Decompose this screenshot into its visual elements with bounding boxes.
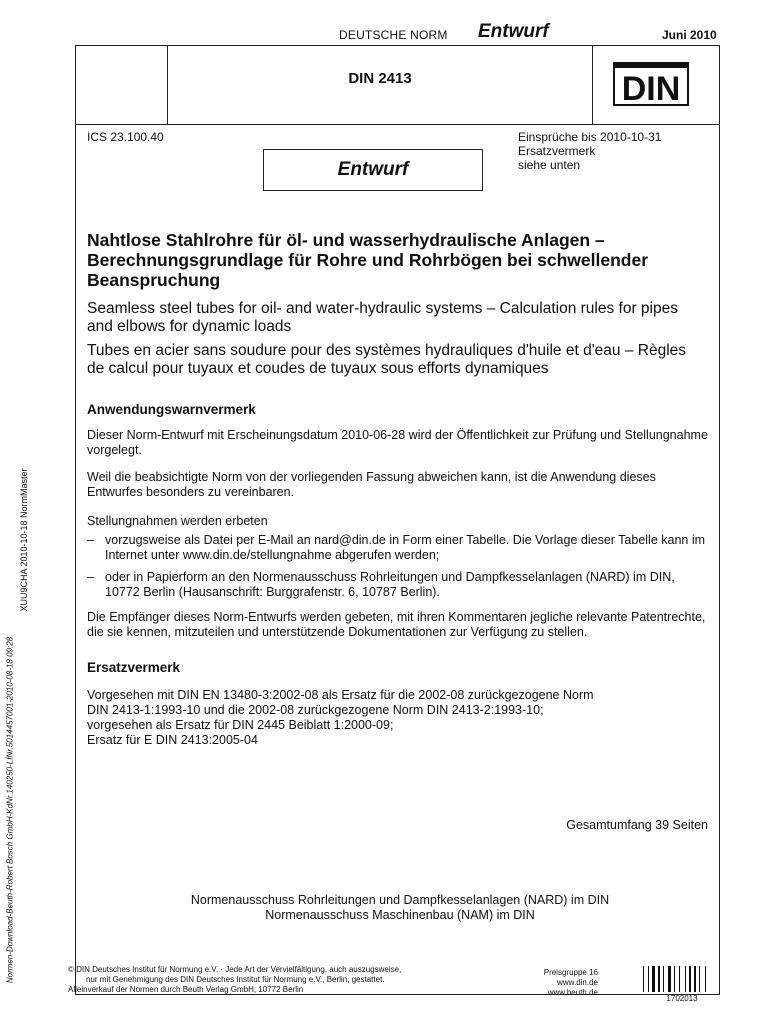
- total-pages: Gesamtumfang 39 Seiten: [566, 818, 708, 832]
- header-entwurf: Entwurf: [478, 21, 549, 42]
- copyright-line: © DIN Deutsches Institut für Normung e.V. · Jede Art der Vervielfältigung, auch auszugsweise,: [68, 965, 402, 974]
- price-group: Preisgruppe 16: [543, 968, 598, 977]
- warning-paragraph: Dieser Norm-Entwurf mit Erscheinungsdatum 2010-06-28 wird der Öffentlichkeit zur Prüfung und Stellungnahme vorgelegt.: [87, 428, 708, 457]
- warning-request-intro: Stellungnahmen werden erbeten: [87, 514, 268, 528]
- warning-patent-paragraph: Die Empfänger dieses Norm-Entwurfs werden gebeten, mit ihren Kommentaren jegliche relevante Patentrechte, die sie kennen, mitzuteilen und unterstützende Dokumentationen zur Verfügung zu stellen.: [87, 610, 706, 639]
- ersatz-line: DIN 2413-1:1993-10 und die 2002-08 zurückgezogene Norm DIN 2413-2:1993-10;: [87, 703, 544, 717]
- barcode-icon: [643, 966, 721, 992]
- ersatz-line: Ersatz für E DIN 2413:2005-04: [87, 733, 258, 747]
- list-item-text: vorzugsweise als Datei per E-Mail an nard@din.de in Form einer Tabelle. Die Vorlage dieser Tabelle kann im Internet unter www.din.de/stellungnahme abgerufen werden;: [105, 533, 706, 562]
- download-stamp: Normen-Download-Beuth-Robert Bosch GmbH-KdNr.140250-LfNr.5014457001-2010-08-18 09:28: [5, 636, 15, 984]
- committee-name: Normenausschuss Maschinenbau (NAM) im DIN: [265, 908, 535, 922]
- header-divider: [75, 124, 720, 125]
- committees: [80, 893, 720, 923]
- title-german: Nahtlose Stahlrohre für öl- und wasserhydraulische Anlagen – Berechnungsgrundlage für Rohre und Rohrbögen bei schwellender Beanspruchung: [87, 230, 649, 290]
- document-number: DIN 2413: [348, 70, 412, 87]
- header-right-divider: [592, 45, 593, 125]
- list-dash: –: [87, 533, 94, 547]
- entwurf-box: Entwurf: [263, 149, 483, 191]
- title-english: Seamless steel tubes for oil- and water-hydraulic systems – Calculation rules for pipes and elbows for dynamic loads: [87, 300, 678, 335]
- ersatzvermerk-ref: Ersatzvermerk: [518, 144, 596, 158]
- einsprueche-block: [518, 130, 661, 172]
- price-info: [520, 968, 598, 998]
- committee-name: Normenausschuss Rohrleitungen und Dampfkesselanlagen (NARD) im DIN: [190, 893, 610, 907]
- copyright-line: nur mit Genehmigung des DIN Deutsches Institut für Normung e.V., Berlin, gestattet.: [86, 975, 385, 984]
- ersatz-text: [87, 688, 712, 748]
- website-beuth: www.beuth.de: [547, 988, 598, 997]
- side-stamp: XUU9CHA 2010-10-18 NormMaster: [19, 468, 29, 612]
- barcode-number: 1702013: [666, 994, 698, 1003]
- ics-code: ICS 23.100.40: [87, 130, 164, 144]
- list-item: [87, 533, 712, 563]
- copyright-notice: [68, 965, 468, 995]
- copyright-line: Alleinverkauf der Normen durch Beuth Verlag GmbH, 10772 Berlin: [68, 985, 304, 994]
- warning-paragraph: Weil die beabsichtigte Norm von der vorliegenden Fassung abweichen kann, ist die Anwendung dieses Entwurfes besonders zu vereinbaren.: [87, 470, 656, 499]
- siehe-unten: siehe unten: [518, 158, 581, 172]
- ersatz-heading: Ersatzvermerk: [87, 660, 181, 675]
- einsprueche-date: Einsprüche bis 2010-10-31: [518, 130, 662, 144]
- warning-heading: Anwendungswarnvermerk: [87, 402, 256, 417]
- din-logo-icon: [613, 62, 689, 106]
- list-dash: –: [87, 570, 94, 584]
- list-item: [87, 570, 712, 600]
- header-norm-label: DEUTSCHE NORM: [339, 28, 448, 42]
- title-french: Tubes en acier sans soudure pour des systèmes hydrauliques d'huile et d'eau – Règles de calcul pour tuyaux et coudes de tuyaux sous efforts dynamiques: [87, 342, 687, 377]
- list-item-text: oder in Papierform an den Normenausschuss Rohrleitungen und Dampfkesselanlagen (NARD) im DIN, 10772 Berlin (Hausanschrift: Burggrafenstr. 6, 10787 Berlin).: [105, 570, 675, 599]
- header-date: Juni 2010: [662, 28, 717, 42]
- website-din: www.din.de: [557, 978, 598, 987]
- ersatz-line: Vorgesehen mit DIN EN 13480-3:2002-08 als Ersatz für die 2002-08 zurückgezogene Norm: [87, 688, 594, 702]
- din-logo-text: DIN: [621, 70, 681, 106]
- ersatz-line: vorgesehen als Ersatz für DIN 2445 Beiblatt 1:2000-09;: [87, 718, 394, 732]
